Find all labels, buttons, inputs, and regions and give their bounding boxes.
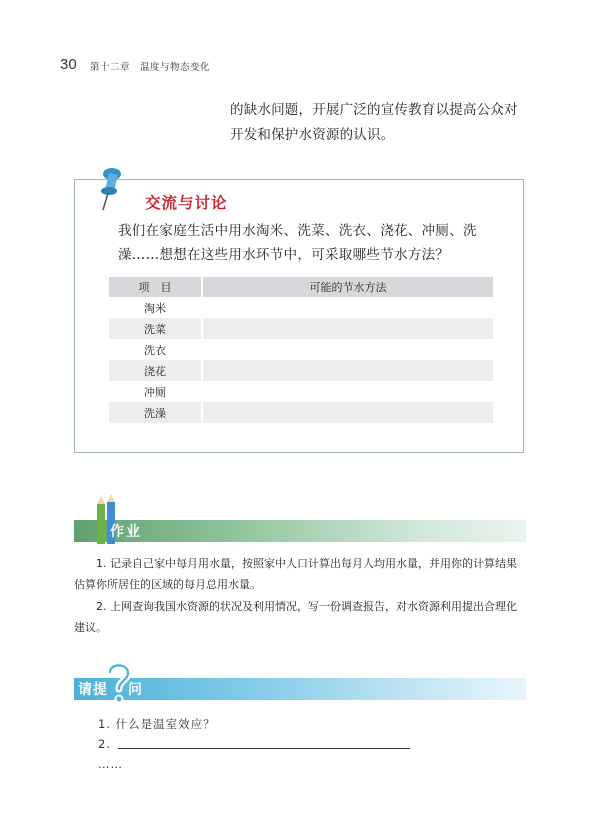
question-1: 1. 什么是温室效应？ xyxy=(98,717,216,731)
more-questions-ellipsis: …… xyxy=(98,757,123,771)
chapter-title: 第十二章 温度与物态变化 xyxy=(90,62,211,73)
table-row xyxy=(109,297,493,318)
table-row xyxy=(109,381,493,402)
homework-item-2: 2. 上网查询我国水资源的状况及利用情况，写一份调查报告，对水资源利用提出合理化建议。 xyxy=(74,600,517,634)
table-cell-method xyxy=(203,402,493,423)
table-cell-method xyxy=(203,297,493,318)
intro-paragraph: 的缺水问题，开展广泛的宣传教育以提高公众对开发和保护水资源的认识。 xyxy=(230,102,518,143)
table-row xyxy=(109,402,493,423)
answer-blank-line xyxy=(118,748,410,749)
column-header-method: 可能的节水方法 xyxy=(203,277,493,297)
table-row xyxy=(109,360,493,381)
table-cell-item: 冲厕 xyxy=(109,381,203,402)
table-header-row xyxy=(109,277,493,297)
table-row xyxy=(109,318,493,339)
table-row xyxy=(109,339,493,360)
question-2-number: 2. xyxy=(98,737,111,751)
homework-item-1: 1. 记录自己家中每月用水量，按照家中人口计算出每月人均用水量，并用你的计算结果估算你所居住的区域的每月总用水量。 xyxy=(74,557,517,591)
ask-title-left: 请提 xyxy=(78,682,108,698)
table-cell-method xyxy=(203,360,493,381)
table-cell-item: 洗菜 xyxy=(109,318,203,339)
discussion-title: 交流与讨论 xyxy=(145,193,228,212)
discussion-text: 我们在家庭生活中用水淘米、洗菜、洗衣、浇花、冲厕、洗澡……想想在这些用水环节中，可采取哪些节水方法？ xyxy=(118,223,477,263)
table-cell-item: 洗衣 xyxy=(109,339,203,360)
page-number: 30 xyxy=(60,56,77,73)
table-cell-method xyxy=(203,339,493,360)
table-cell-item: 洗澡 xyxy=(109,402,203,423)
column-header-item: 项 目 xyxy=(109,277,203,297)
table-cell-method xyxy=(203,318,493,339)
ask-title-right: 问 xyxy=(128,682,142,698)
homework-title: 作业 xyxy=(110,524,142,540)
table-cell-item: 浇花 xyxy=(109,360,203,381)
table-cell-method xyxy=(203,381,493,402)
pushpin-icon xyxy=(92,166,126,212)
table-cell-item: 淘米 xyxy=(109,297,203,318)
water-saving-table xyxy=(109,277,493,423)
